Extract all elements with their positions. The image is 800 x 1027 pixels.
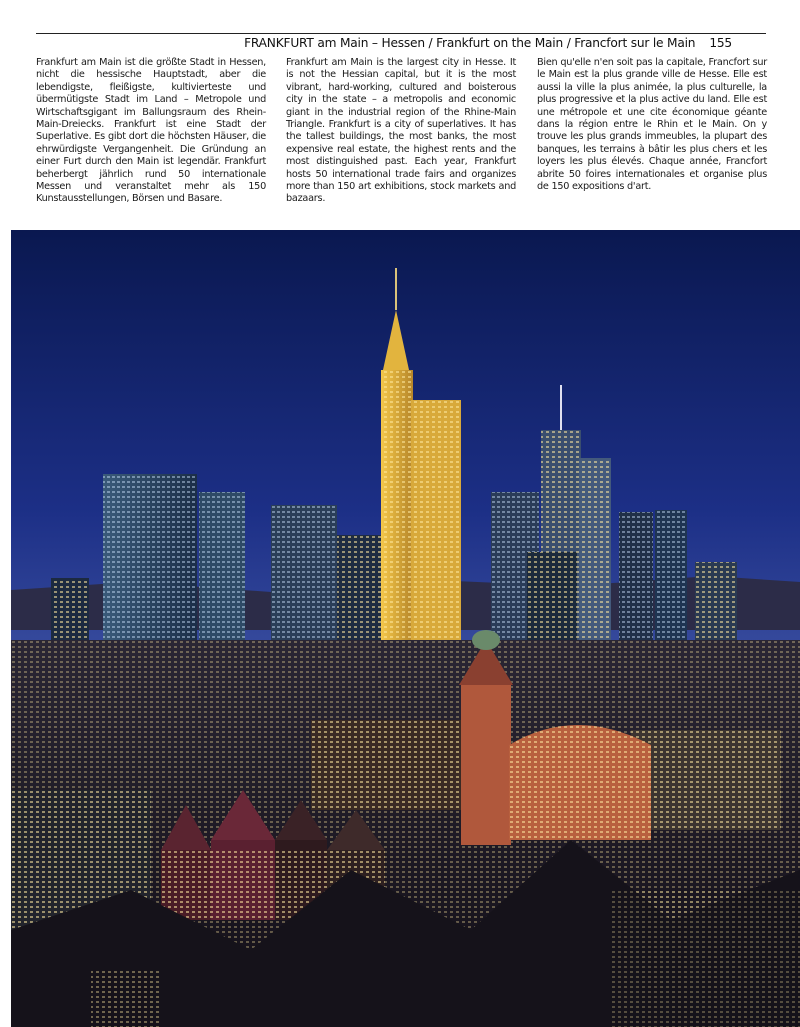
running-head <box>244 36 732 50</box>
page-header <box>36 33 766 52</box>
skyline-photograph <box>11 230 800 1027</box>
page-number: 155 <box>709 36 732 50</box>
english-text-column: Frankfurt am Main is the largest city in Hesse. It is not the Hessian capital, but it is the most vibrant, hard-working, cultured and boisterous city in the state – a metropolis and economic giant in the industrial region of the Rhine-Main Triangle. Frankfurt is a city of superlatives. It has the tallest buildings, the most banks, the most expensive real estate, the highest rents and the most distinguished past. Each year, Frankfurt hosts 50 international trade fairs and organizes more than 150 art exhibitions, stock markets and bazaars. <box>286 57 516 205</box>
running-title: FRANKFURT am Main – Hessen / Frankfurt on the Main / Francfort sur le Main <box>244 36 696 50</box>
french-text-column: Bien qu'elle n'en soit pas la capitale, Francfort sur le Main est la plus grande ville de Hesse. Elle est aussi la ville la plus animée, la plus culturelle, la plus progressive et la plus active du land. Elle est une métropole et une cite économique géante dans la région entre le Rhin et le Main. On y trouve les plus grands immeubles, la plupart des banques, les terrains à bâtir les plus chers et les loyers les plus élevés. Chaque année, Francfort abrite 50 foires internationales et organise plus de 150 expositions d'art. <box>537 57 767 193</box>
text-columns <box>36 57 766 207</box>
german-text-column: Frankfurt am Main ist die größte Stadt in Hessen, nicht die hessische Hauptstadt, aber die lebendigste, fleißigste, kultivierteste und übermütigste Stadt im Land – Metropole und Wirtschaftsgigant im Ballungsraum des Rhein-Main-Dreiecks. Frankfurt ist eine Stadt der Superlative. Es gibt dort die höchsten Häuser, die ehrwürdigste Vergangenheit. Die Gründung an einer Furt durch den Main ist legendär. Frankfurt beherbergt jährlich rund 50 internationale Messen und veranstaltet mehr als 150 Kunstausstellungen, Börsen und Basare. <box>36 57 266 205</box>
